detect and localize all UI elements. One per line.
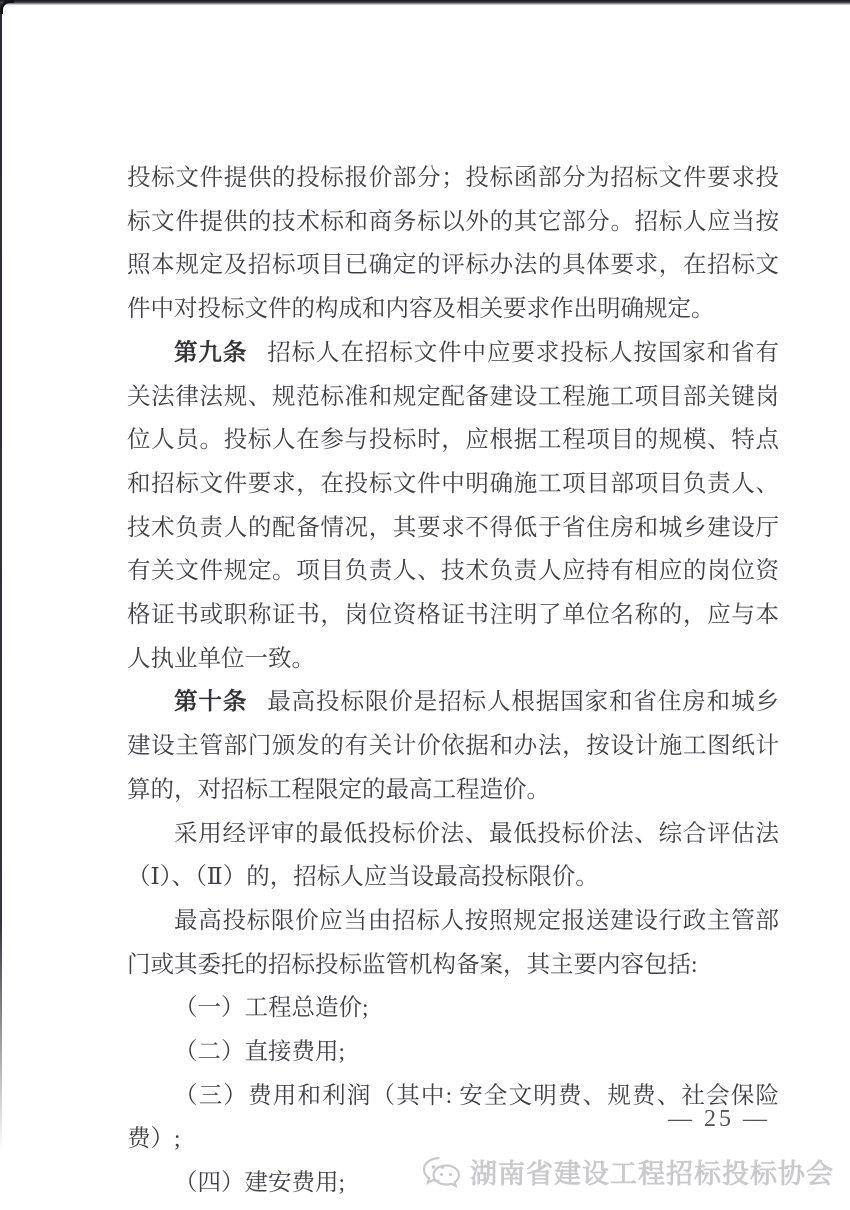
paragraph [127, 332, 779, 682]
paragraph-text: 最高投标限价是招标人根据国家和省住房和城乡建设主管部门颁发的有关计价依据和办法，按设计施工图纸计算的，对招标工程限定的最高工程造价。 [127, 689, 780, 803]
list-item [127, 987, 779, 1031]
article-number: 第十条 [174, 689, 248, 716]
paragraph-text: 最高投标限价应当由招标人按照规定报送建设行政主管部门或其委托的招标投标监管机构备案，其主要内容包括: [127, 907, 779, 978]
wechat-logo-icon [421, 1155, 465, 1189]
paragraph [127, 157, 779, 332]
watermark-text: 湖南省建设工程招标投标协会 [470, 1159, 834, 1189]
list-item-text: （一）工程总造价; [174, 995, 369, 1022]
footer-watermark [421, 1152, 834, 1191]
list-item-text: （四）建安费用; [174, 1170, 346, 1197]
paragraph [127, 813, 779, 900]
paragraph-text: 招标人在招标文件中应要求投标人按国家和省有关法律法规、规范标准和规定配备建设工程施工项目部关键岗位人员。投标人在参与投标时，应根据工程项目的规模、特点和招标文件要求，在投标文件中明确施工项目部项目负责人、技术负责人的配备情况，其要求不得低于省住房和城乡建设厅有关文件规定。项目负责人、技术负责人应持有相应的岗位资格证书或职称证书，岗位资格证书注明了单位名称的，应与本人执业单位一致。 [127, 339, 780, 672]
scan-corner [0, 0, 14, 14]
list-item-text: （三）费用和利润（其中: 安全文明费、规费、社会保险费）; [127, 1082, 779, 1153]
paragraph-text: 投标文件提供的投标报价部分；投标函部分为招标文件要求投标文件提供的技术标和商务标以外的其它部分。招标人应当按照本规定及招标项目已确定的评标办法的具体要求，在招标文件中对投标文件的构成和内容及相关要求作出明确规定。 [127, 165, 779, 323]
paragraph [127, 681, 779, 812]
paragraph [127, 900, 779, 987]
scan-top-edge [0, 0, 850, 5]
scan-left-edge [0, 3, 2, 1151]
paragraph-text: 采用经评审的最低投标价法、最低投标价法、综合评估法（Ⅰ）、（Ⅱ）的，招标人应当设最高投标限价。 [127, 820, 779, 891]
article-number: 第九条 [174, 339, 248, 366]
page-number: — 25 — [668, 1106, 770, 1132]
document-page [127, 157, 779, 1206]
list-item [127, 1031, 779, 1075]
list-item-text: （二）直接费用; [174, 1039, 346, 1066]
